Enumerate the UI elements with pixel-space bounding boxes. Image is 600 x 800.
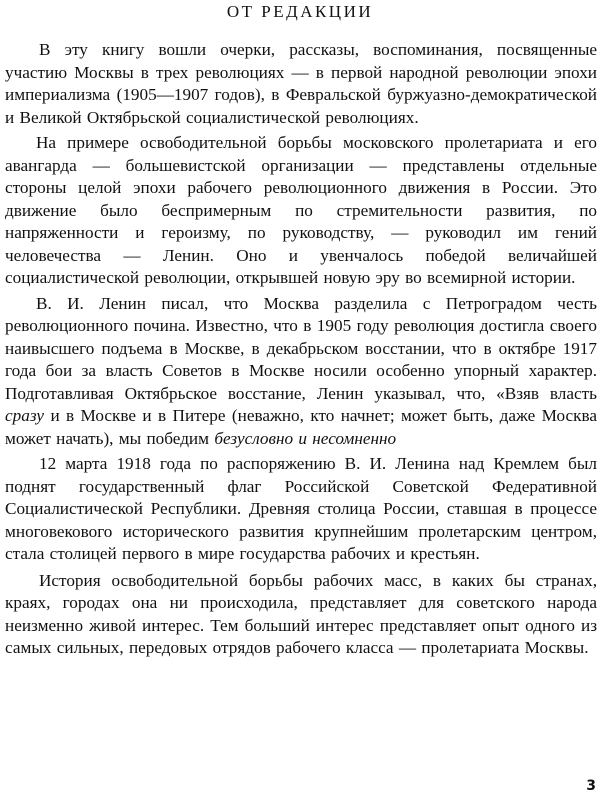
emphasis-text: безусловно <box>214 428 294 448</box>
emphasis-text: несомненно <box>312 428 397 448</box>
paragraph: На примере освободительной борьбы московского пролетариата и его авангарда — большевистской организации — представлены отдельные стороны целой эпохи рабочего революционного движения в России. Это движение было беспримерным по стремительности развития, по напряженности и героизму, по руководству, — руководил им гений человечества — Ленин. Оно и увенчалось победой величайшей социалистической революции, открывшей новую эру во всемирной истории. <box>5 133 597 287</box>
quote-text: В. И. Ленин писал, что Москва разделила с Петроградом честь революционного почина. Известно, что в 1905 году революция достигла своего наивысшего подъема в Москве, в декабрьском восстании, что в октябре 1917 года бои за власть Советов в Москве носили особенно упорный характер. Подготавливая Октябрьское восстание, Ленин указывал, что, «Взяв власть <box>5 293 597 403</box>
paragraph: 12 марта 1918 года по распоряжению В. И. Ленина над Кремлем был поднят государственный флаг Российской Советской Федеративной Социалистической Республики. Древняя столица России, ставшая в процессе многовекового исторического развития крупнейшим пролетарским центром, стала столицей первого в мире государства рабочих и крестьян. <box>5 454 597 563</box>
emphasis-text: сразу <box>5 406 45 425</box>
page-title: ОТ РЕДАКЦИИ <box>226 2 374 21</box>
paragraph: История освободительной борьбы рабочих масс, в каких бы странах, краях, городах она ни происходила, представляет для советского народа неизменно живой интерес. Тем больший интерес представляет опыт одного из самых сильных, передовых отрядов рабочего класса — пролетариата Москвы. <box>5 570 597 657</box>
emphasis-connector: и <box>293 428 313 448</box>
paragraph: В эту книгу вошли очерки, рассказы, воспоминания, посвященные участию Москвы в трех революциях — в первой народной революции эпохи империализма (1905—1907 годов), в Февральской буржуазно-демократической и Великой Октябрьской социалистической революциях. <box>5 40 597 127</box>
body-text <box>5 39 597 660</box>
page-number: 3 <box>586 778 596 794</box>
paragraph-with-quote <box>5 293 597 451</box>
quote-text: и в Москве и в Питере (неважно, кто начнет; может быть, даже Москва может начать), мы победим <box>5 406 597 448</box>
